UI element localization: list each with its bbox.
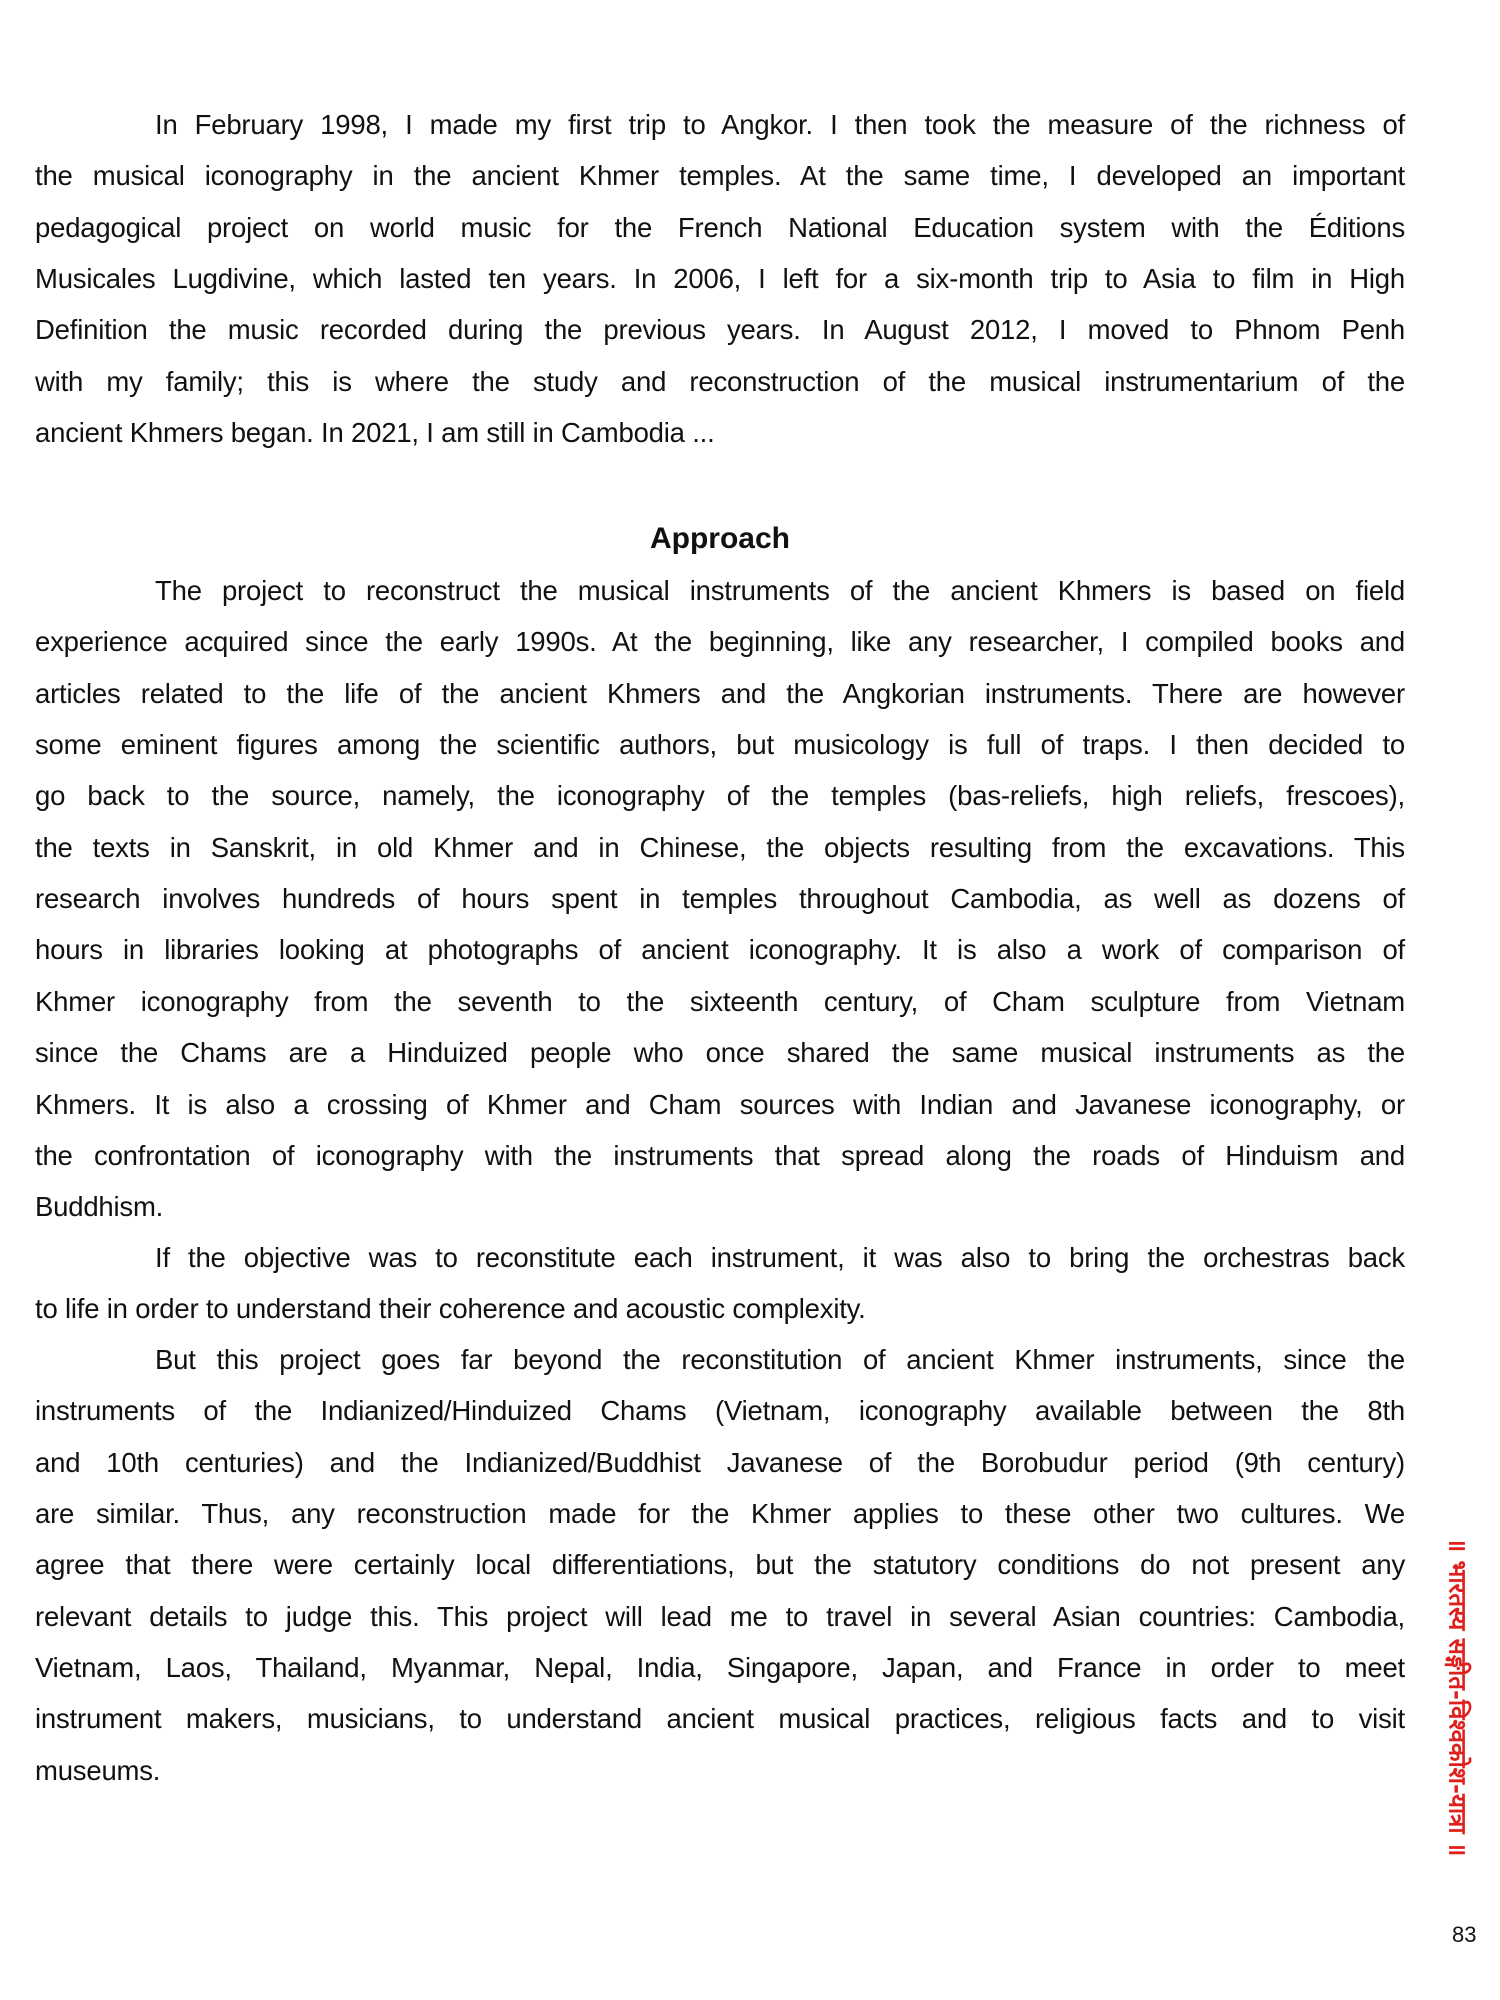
paragraph2-line: since the Chams are a Hinduized people who once shared the same musical instruments as the xyxy=(35,1037,1405,1069)
paragraph4-line: Vietnam, Laos, Thailand, Myanmar, Nepal, India, Singapore, Japan, and France in order to meet xyxy=(35,1652,1405,1684)
paragraph4-line: relevant details to judge this. This project will lead me to travel in several Asian countries: Cambodia, xyxy=(35,1600,1405,1632)
paragraph2-line: Khmers. It is also a crossing of Khmer and Cham sources with Indian and Javanese iconography, or xyxy=(35,1088,1405,1120)
page-number: 83 xyxy=(1452,1922,1477,1947)
paragraph1-line: pedagogical project on world music for the French National Education system with the Éditions xyxy=(35,211,1405,243)
paragraph2-line: the confrontation of iconography with the instruments that spread along the roads of Hinduism and xyxy=(35,1139,1405,1171)
paragraph2-line: articles related to the life of the ancient Khmers and the Angkorian instruments. There are however xyxy=(35,677,1405,709)
paragraph2-line: the texts in Sanskrit, in old Khmer and in Chinese, the objects resulting from the excavations. This xyxy=(35,831,1405,863)
paragraph4-line: are similar. Thus, any reconstruction made for the Khmer applies to these other two cultures. We xyxy=(35,1498,1405,1530)
paragraph4-line: instrument makers, musicians, to understand ancient musical practices, religious facts and to visit xyxy=(35,1703,1405,1735)
paragraph4-line: But this project goes far beyond the reconstitution of ancient Khmer instruments, since the xyxy=(155,1344,1405,1375)
paragraph1-line: with my family; this is where the study and reconstruction of the musical instrumentarium of the xyxy=(35,365,1405,397)
paragraph1-line: Musicales Lugdivine, which lasted ten years. In 2006, I left for a six-month trip to Asia to film in High xyxy=(35,263,1405,295)
paragraph1-line: ancient Khmers began. In 2021, I am still in Cambodia ... xyxy=(35,417,715,449)
paragraph2-line: some eminent figures among the scientific authors, but musicology is full of traps. I then decided to xyxy=(35,729,1405,761)
paragraph1-line: In February 1998, I made my first trip to Angkor. I then took the measure of the richness of xyxy=(155,109,1405,140)
paragraph2-line: experience acquired since the early 1990s. At the beginning, like any researcher, I compiled books and xyxy=(35,626,1405,658)
paragraph2-line: hours in libraries looking at photographs of ancient iconography. It is also a work of comparison of xyxy=(35,934,1405,966)
paragraph2-line: research involves hundreds of hours spent in temples throughout Cambodia, as well as dozens of xyxy=(35,883,1405,915)
paragraph4-line: museums. xyxy=(35,1754,161,1786)
paragraph4-line: and 10th centuries) and the Indianized/Buddhist Javanese of the Borobudur period (9th century) xyxy=(35,1446,1405,1478)
running-side-title: ॥ भारतस्य सङ्गीत-विश्वकोश-यात्रा ॥ xyxy=(1443,1537,1472,1857)
paragraph4-line: instruments of the Indianized/Hinduized Chams (Vietnam, iconography available between the 8th xyxy=(35,1395,1405,1427)
paragraph3-line: If the objective was to reconstitute each instrument, it was also to bring the orchestras back xyxy=(155,1242,1405,1273)
paragraph2-line: go back to the source, namely, the iconography of the temples (bas-reliefs, high reliefs, frescoes), xyxy=(35,780,1405,812)
paragraph2-line: The project to reconstruct the musical instruments of the ancient Khmers is based on field xyxy=(155,575,1405,606)
paragraph1-line: Definition the music recorded during the previous years. In August 2012, I moved to Phnom Penh xyxy=(35,314,1405,346)
paragraph2-line: Buddhism. xyxy=(35,1191,164,1223)
paragraph4-line: agree that there were certainly local differentiations, but the statutory conditions do not present any xyxy=(35,1549,1405,1581)
paragraph2-line: Khmer iconography from the seventh to the sixteenth century, of Cham sculpture from Vietnam xyxy=(35,985,1405,1017)
paragraph3-line: to life in order to understand their coherence and acoustic complexity. xyxy=(35,1293,866,1325)
section-heading: Approach xyxy=(649,522,790,555)
paragraph1-line: the musical iconography in the ancient Khmer temples. At the same time, I developed an important xyxy=(35,160,1405,192)
